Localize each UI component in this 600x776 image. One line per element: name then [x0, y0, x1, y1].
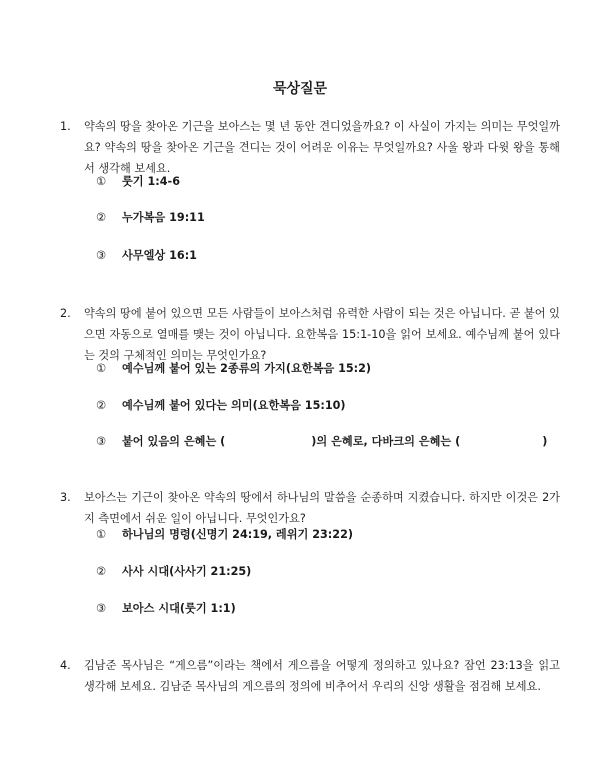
- item-marker: ①: [96, 528, 107, 541]
- item-marker: ②: [96, 211, 107, 224]
- question-text: 김남준 목사님은 “게으름”이라는 책에서 게으름을 어떻게 정의하고 있나요? 잠언 23:13을 읽고 생각해 보세요. 김남준 목사님의 게으름의 정의에 비추어서 우리의 신앙 생활을 점검해 보세요.: [84, 659, 560, 693]
- question-number: 3.: [60, 491, 71, 504]
- question-number: 2.: [60, 307, 71, 320]
- question-4: [60, 655, 560, 697]
- item-text: 누가복음 19:11: [122, 211, 205, 224]
- question-1-item-1: [96, 174, 180, 190]
- item-marker: ③: [96, 249, 107, 262]
- question-1: [60, 116, 560, 179]
- question-text: 보아스는 기근이 찾아온 약속의 땅에서 하나님의 말씀을 순종하며 지켰습니다. 하지만 이것은 2가지 측면에서 쉬운 일이 아닙니다. 무엇인가요?: [84, 491, 560, 525]
- question-2-item-1: [96, 361, 371, 377]
- question-3-item-3: [96, 601, 236, 617]
- question-1-item-3: [96, 248, 197, 264]
- question-2-item-3: [96, 434, 547, 450]
- item-marker: ③: [96, 602, 107, 615]
- question-3-item-1: [96, 527, 353, 543]
- item-text: 보아스 시대(룻기 1:1): [122, 602, 236, 615]
- question-text: 약속의 땅에 붙어 있으면 모든 사람들이 보아스처럼 유력한 사람이 되는 것은 아닙니다. 곧 붙어 있으면 자동으로 열매를 맺는 것이 아닙니다. 요한복음 15:1-10을 읽어 보세요. 예수님께 붙어 있다는 것의 구체적인 의미는 무엇인가요?: [84, 307, 560, 362]
- question-1-item-2: [96, 210, 205, 226]
- question-number: 4.: [60, 659, 71, 672]
- item-text: 예수님께 붙어 있는 2종류의 가지(요한복음 15:2): [122, 362, 372, 375]
- item-text-part-a: 붙어 있음의 은혜는 (: [122, 435, 226, 448]
- item-marker: ②: [96, 399, 107, 412]
- question-2: [60, 303, 560, 366]
- item-text-part-c: ): [542, 435, 548, 448]
- item-text-part-b: )의 은혜로, 다바크의 은혜는 (: [311, 435, 461, 448]
- item-marker: ②: [96, 565, 107, 578]
- item-marker: ③: [96, 435, 107, 448]
- page-title: 묵상질문: [272, 81, 328, 97]
- item-marker: ①: [96, 362, 107, 375]
- question-3: [60, 487, 560, 529]
- item-text: 하나님의 명령(신명기 24:19, 레위기 23:22): [122, 528, 353, 541]
- question-text: 약속의 땅을 찾아온 기근을 보아스는 몇 년 동안 견디었을까요? 이 사실이 가지는 의미는 무엇일까요? 약속의 땅을 찾아온 기근을 견디는 것이 어려운 이유는 무엇일까요? 사울 왕과 다윗 왕을 통해서 생각해 보세요.: [84, 120, 560, 175]
- item-text: 예수님께 붙어 있다는 의미(요한복음 15:10): [122, 399, 346, 412]
- item-text: 사무엘상 16:1: [122, 249, 197, 262]
- item-text: 사사 시대(사사기 21:25): [122, 565, 252, 578]
- item-text: 룻기 1:4-6: [122, 175, 180, 188]
- question-number: 1.: [60, 120, 71, 133]
- item-marker: ①: [96, 175, 107, 188]
- question-2-item-2: [96, 398, 346, 414]
- question-3-item-2: [96, 564, 251, 580]
